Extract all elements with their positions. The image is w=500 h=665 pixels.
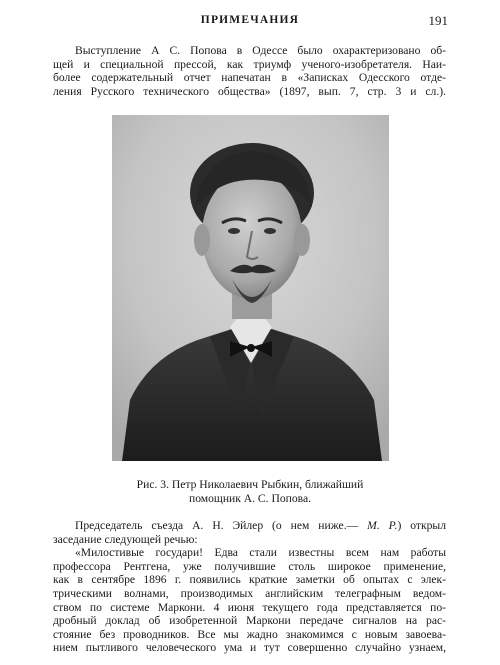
paragraph-line: как в сентябре 1896 г. появились краткие заметки об опытах с элек- xyxy=(53,573,446,587)
paragraph-line: дробный доклад об изобретенной Маркони передаче сигналов на рас- xyxy=(53,614,446,628)
line-text: Председатель съезда А. Н. Эйлер (о нем ниже.— xyxy=(75,519,368,532)
paragraph-line: заседание следующей речью: xyxy=(53,532,198,546)
portrait-photo xyxy=(112,115,389,461)
paragraph-line: «Милостивые государи! Едва стали известны всем нам работы xyxy=(75,546,446,560)
paragraph-line: стояние без проводников. Все мы жадно знакомимся с новым завоева- xyxy=(53,627,446,641)
paragraph-euler-speech xyxy=(53,519,446,655)
paragraph-line-first xyxy=(53,519,446,533)
paragraph-line: профессора Рентгена, уже получившие столь широкое применение, xyxy=(53,559,446,573)
paragraph-line: нием пытливого человеческого ума и тут совершенно случайно узнаем, xyxy=(53,641,446,655)
paragraph-line: ством по системе Маркони. 4 июня текущего года представляется по- xyxy=(53,600,446,614)
paragraph-line: ления Русского технического общества» (1897, вып. 7, стр. 3 и сл.). xyxy=(53,84,446,98)
paragraph-line: трическими волнами, производимых английским телеграфным ведом- xyxy=(53,586,446,600)
running-header xyxy=(0,14,500,30)
figure-caption xyxy=(60,478,440,506)
caption-line: помощник А. С. Попова. xyxy=(188,492,312,505)
paragraph-line: щей и специальной прессой, как триумф ученого-изобретателя. Наи- xyxy=(53,57,446,71)
paragraph-line: Выступление А С. Попова в Одессе было охарактеризовано об- xyxy=(75,44,446,57)
caption-line: Рис. 3. Петр Николаевич Рыбкин, ближайший xyxy=(136,478,364,491)
paragraph-line: более содержательный отчет напечатан в «Записках Одесского отде- xyxy=(53,71,446,85)
line-text: ) открыл xyxy=(397,519,447,532)
header-title: ПРИМЕЧАНИЯ xyxy=(200,14,300,26)
page-number: 191 xyxy=(428,13,448,28)
editor-initials: М. Р. xyxy=(367,519,398,532)
paragraph-popov-odessa xyxy=(53,44,446,98)
